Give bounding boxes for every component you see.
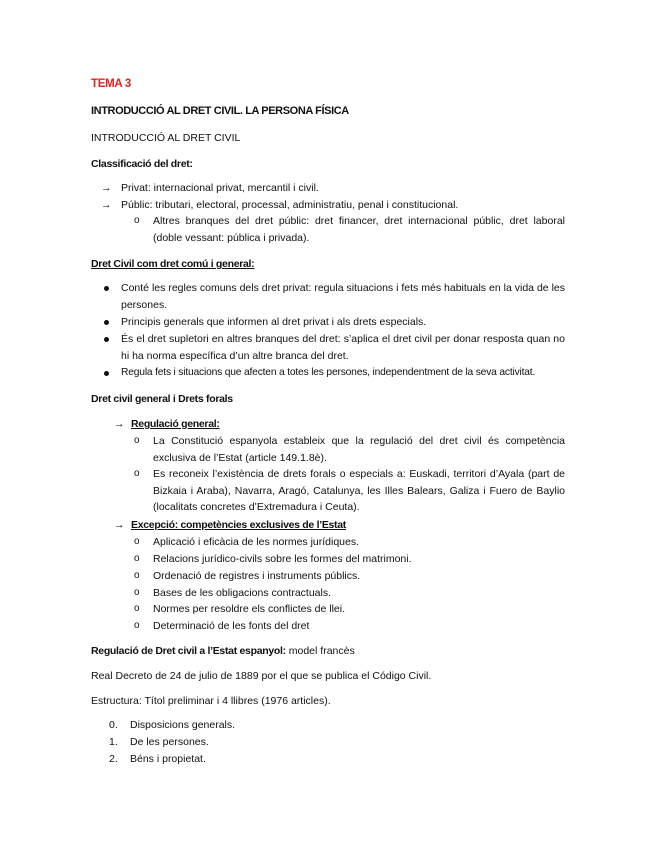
arrow-icon: → <box>114 519 125 531</box>
list-item: Principis generals que informen al dret privat i als drets especials. <box>121 316 427 328</box>
list-item: Normes per resoldre els conflictes de llei. <box>153 603 345 615</box>
list-number: 2. <box>109 753 118 765</box>
list-item: Es reconeix l’existència de drets forals o especials a: Euskadi, territori d’Ayala (part de Bizkaia i Araba), Navarra, Aragó, Catalunya, les Illes Balears, Galiza i Fuero de Baylio (localitats concretes d’Extremadura i Ceuta). <box>153 468 565 513</box>
regulacio-estat-heading: Regulació de Dret civil a l’Estat espanyol: <box>91 645 286 657</box>
list-item: Béns i propietat. <box>130 753 206 765</box>
list-number: 0. <box>109 719 118 731</box>
real-decreto-line: Real Decreto de 24 de julio de 1889 por el que se publica el Código Civil. <box>91 670 432 682</box>
list-item: Relacions jurídico-civils sobre les formes del matrimoni. <box>153 553 412 565</box>
circle-bullet-icon: o <box>134 553 140 564</box>
bullet-icon <box>104 371 109 376</box>
list-item: Ordenació de registres i instruments públics. <box>153 570 361 582</box>
estructura-line: Estructura: Títol preliminar i 4 llibres (1976 articles). <box>91 695 331 707</box>
list-item: Regula fets i situacions que afecten a totes les persones, independentment de la seva activitat. <box>121 367 536 378</box>
circle-bullet-icon: o <box>134 570 140 581</box>
regulacio-general-label: Regulació general: <box>131 418 220 430</box>
list-item: Públic: tributari, electoral, processal, administratiu, penal i constitucional. <box>121 199 459 211</box>
circle-bullet-icon: o <box>134 536 140 547</box>
list-item: Altres branques del dret públic: dret financer, dret internacional públic, dret laboral (doble vessant: pública i privada). <box>153 215 565 244</box>
list-item: Disposicions generals. <box>130 719 236 731</box>
excepcio-label: Excepció: competències exclusives de l’Estat <box>131 519 346 531</box>
list-number: 1. <box>109 736 118 748</box>
arrow-icon: → <box>101 199 112 211</box>
circle-bullet-icon: o <box>134 620 140 631</box>
list-item: Privat: internacional privat, mercantil i civil. <box>121 182 319 194</box>
dret-civil-comu-heading: Dret Civil com dret comú i general: <box>91 258 255 270</box>
bullet-icon <box>104 337 109 342</box>
circle-bullet-icon: o <box>134 603 140 614</box>
circle-bullet-icon: o <box>134 587 140 598</box>
circle-bullet-icon: o <box>134 435 140 446</box>
list-item: De les persones. <box>130 736 209 748</box>
page-title: INTRODUCCIÓ AL DRET CIVIL. LA PERSONA FÍSICA <box>91 105 349 117</box>
list-item: La Constitució espanyola estableix que la regulació del dret civil és competència exclusiva de l’Estat (article 149.1.8è). <box>153 435 565 464</box>
list-item: És el dret supletori en altres branques del dret: s’aplica el dret civil per donar resposta quan no hi ha norma específica d’un altre branca del dret. <box>121 333 565 362</box>
list-item: Bases de les obligacions contractuals. <box>153 587 332 599</box>
drets-forals-heading: Dret civil general i Drets forals <box>91 393 233 405</box>
arrow-icon: → <box>101 182 112 194</box>
list-item: Determinació de les fonts del dret <box>153 620 310 632</box>
model-label: model francès <box>285 645 355 657</box>
classificacio-heading: Classificació del dret: <box>91 158 193 170</box>
list-item: Aplicació i eficàcia de les normes jurídiques. <box>153 536 360 548</box>
list-item: Conté les regles comuns dels dret privat: regula situacions i fets més habituals en la vida de les persones. <box>121 282 565 311</box>
circle-bullet-icon: o <box>134 468 140 479</box>
arrow-icon: → <box>114 418 125 430</box>
section-subtitle: INTRODUCCIÓ AL DRET CIVIL <box>91 132 241 144</box>
circle-bullet-icon: o <box>134 215 140 226</box>
bullet-icon <box>104 286 109 291</box>
tema-label: TEMA 3 <box>91 78 131 90</box>
regulacio-estat-line <box>91 644 355 658</box>
bullet-icon <box>104 320 109 325</box>
